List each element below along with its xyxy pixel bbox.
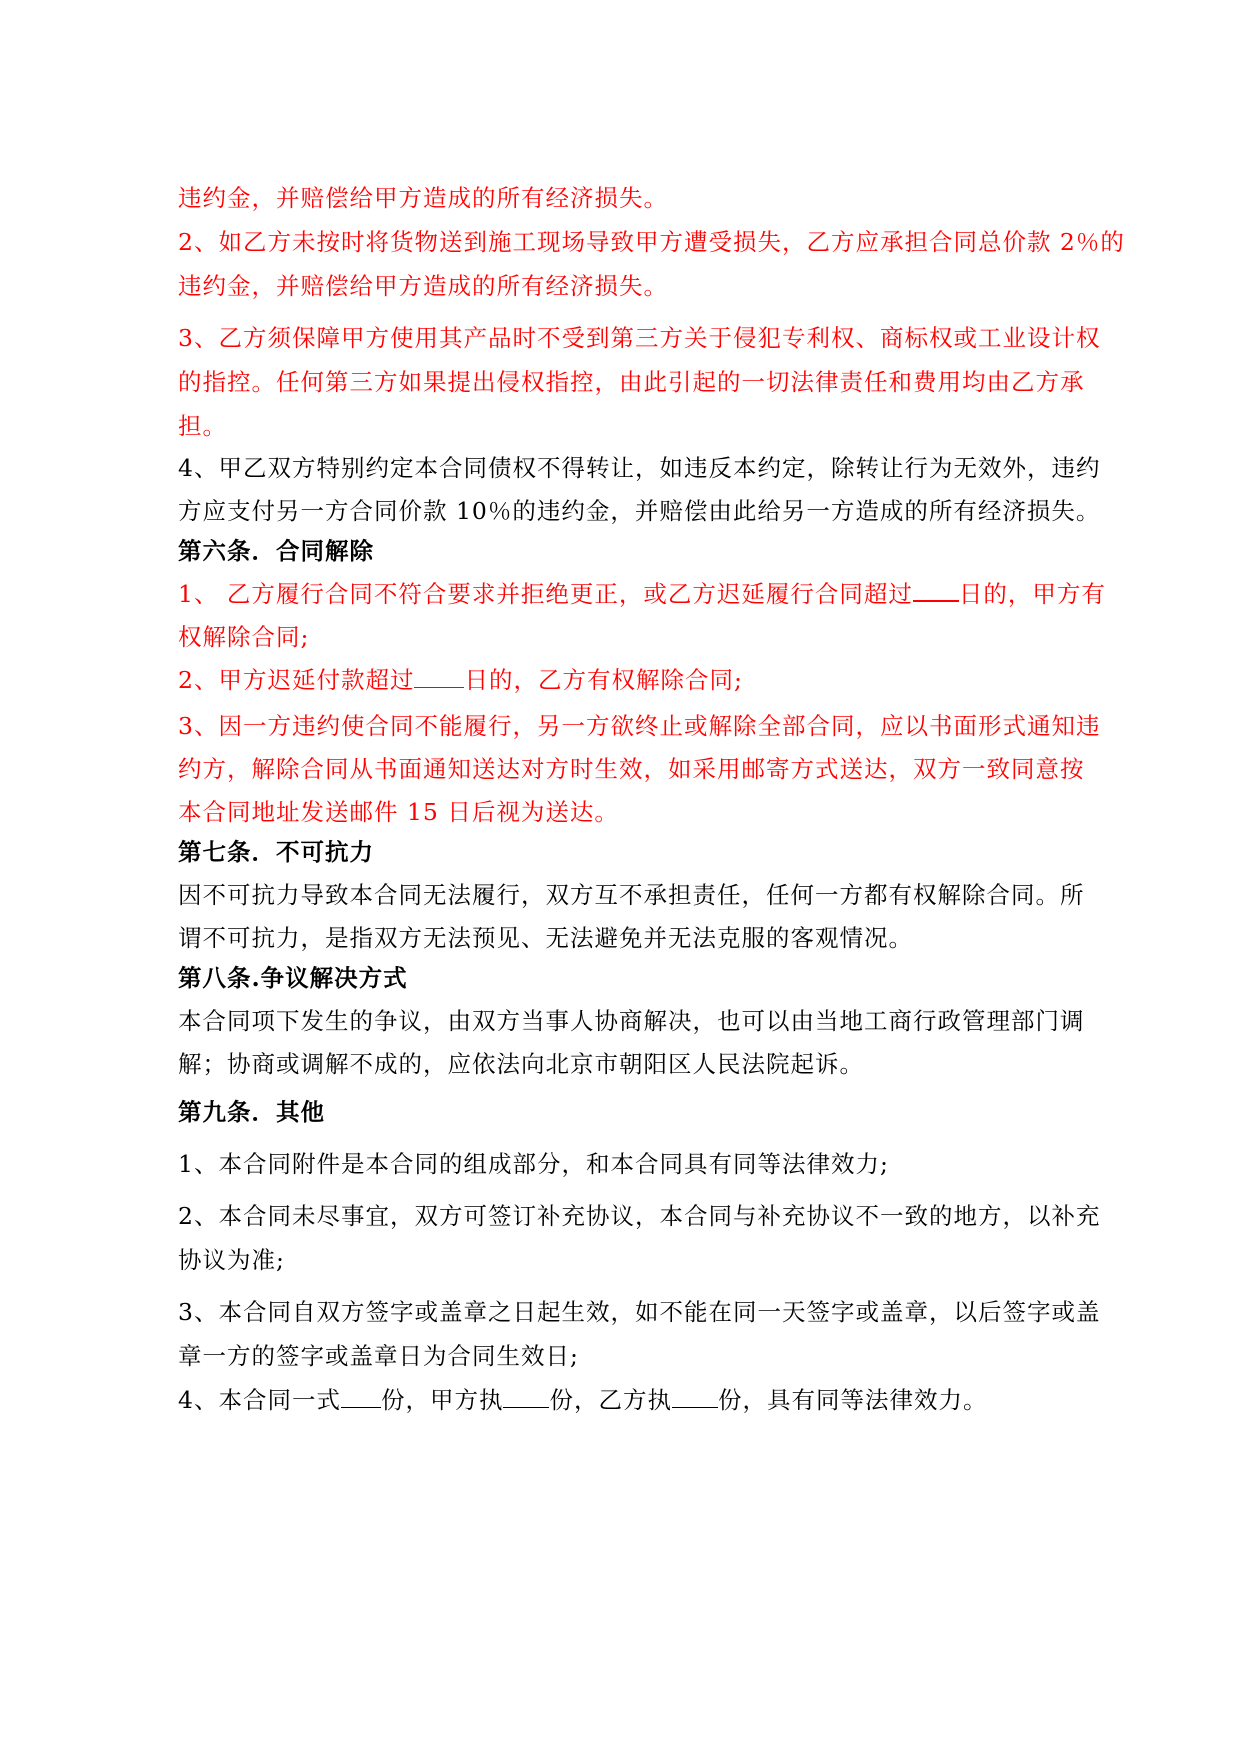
art9-item2-line2: 协议为准;	[178, 1246, 285, 1274]
art5-item3-line1: 3、乙方须保障甲方使用其产品时不受到第三方关于侵犯专利权、商标权或工业设计权	[178, 324, 1101, 352]
art9-item4-part2: 份，甲方执	[380, 1386, 504, 1414]
art5-item3-line2: 的指控。任何第三方如果提出侵权指控，由此引起的一切法律责任和费用均由乙方承	[178, 368, 1085, 396]
days-blank	[414, 665, 464, 688]
art8-heading: 第八条.争议解决方式	[178, 964, 408, 992]
art6-item3-line3: 本合同地址发送邮件 15 日后视为送达。	[178, 798, 619, 826]
art8-line2: 解；协商或调解不成的，应依法向北京市朝阳区人民法院起诉。	[178, 1050, 864, 1078]
art8-line1: 本合同项下发生的争议，由双方当事人协商解决，也可以由当地工商行政管理部门调	[178, 1007, 1085, 1035]
art6-item1-text-before: 1、 乙方履行合同不符合要求并拒绝更正，或乙方迟延履行合同超过	[178, 580, 913, 608]
art6-item1-line1	[178, 574, 1108, 614]
art5-item4-line1: 4、甲乙双方特别约定本合同债权不得转让，如违反本约定，除转让行为无效外，违约	[178, 454, 1101, 482]
art7-heading: 第七条．不可抗力	[178, 838, 374, 866]
art5-item2-line1: 2、如乙方未按时将货物送到施工现场导致甲方遭受损失，乙方应承担合同总价款 2％的	[178, 228, 1125, 256]
art6-heading: 第六条．合同解除	[178, 537, 374, 565]
art6-item1-line2: 权解除合同;	[178, 623, 310, 651]
copies-blank	[503, 1385, 549, 1408]
art9-item4-part4: 份，具有同等法律效力。	[717, 1386, 988, 1414]
art6-item3-line2: 约方，解除合同从书面通知送达对方时生效，如采用邮寄方式送达，双方一致同意按	[178, 755, 1085, 783]
art5-item3-line3: 担。	[178, 412, 227, 440]
art9-heading: 第九条．其他	[178, 1098, 325, 1126]
art9-item2-line1: 2、本合同未尽事宜，双方可签订补充协议，本合同与补充协议不一致的地方，以补充	[178, 1202, 1101, 1230]
copies-blank	[341, 1385, 381, 1408]
art9-item1: 1、本合同附件是本合同的组成部分，和本合同具有同等法律效力;	[178, 1150, 889, 1178]
art5-line-continuation: 违约金，并赔偿给甲方造成的所有经济损失。	[178, 184, 668, 212]
art6-item2-text-after: 日的，乙方有权解除合同;	[464, 666, 743, 694]
art5-item2-line2: 违约金，并赔偿给甲方造成的所有经济损失。	[178, 272, 668, 300]
days-blank	[913, 578, 959, 602]
art7-line2: 谓不可抗力，是指双方无法预见、无法避免并无法克服的客观情况。	[178, 924, 913, 952]
art6-item3-line1: 3、因一方违约使合同不能履行，另一方欲终止或解除全部合同，应以书面形式通知违	[178, 712, 1101, 740]
art9-item4-part1: 4、本合同一式	[178, 1386, 341, 1414]
art7-line1: 因不可抗力导致本合同无法履行，双方互不承担责任，任何一方都有权解除合同。所	[178, 881, 1085, 909]
art9-item3-line1: 3、本合同自双方签字或盖章之日起生效，如不能在同一天签字或盖章，以后签字或盖	[178, 1298, 1101, 1326]
art6-item2	[178, 660, 1108, 700]
copies-blank	[672, 1385, 718, 1408]
art6-item2-text-before: 2、甲方迟延付款超过	[178, 666, 415, 694]
art6-item1-text-after: 日的，甲方有	[958, 580, 1106, 608]
art9-item4	[178, 1380, 1108, 1420]
art5-item4-line2: 方应支付另一方合同价款 10％的违约金，并赔偿由此给另一方造成的所有经济损失。	[178, 497, 1101, 525]
art9-item3-line2: 章一方的签字或盖章日为合同生效日;	[178, 1342, 579, 1370]
contract-body	[178, 178, 1125, 1420]
art9-item4-part3: 份，乙方执	[549, 1386, 672, 1414]
